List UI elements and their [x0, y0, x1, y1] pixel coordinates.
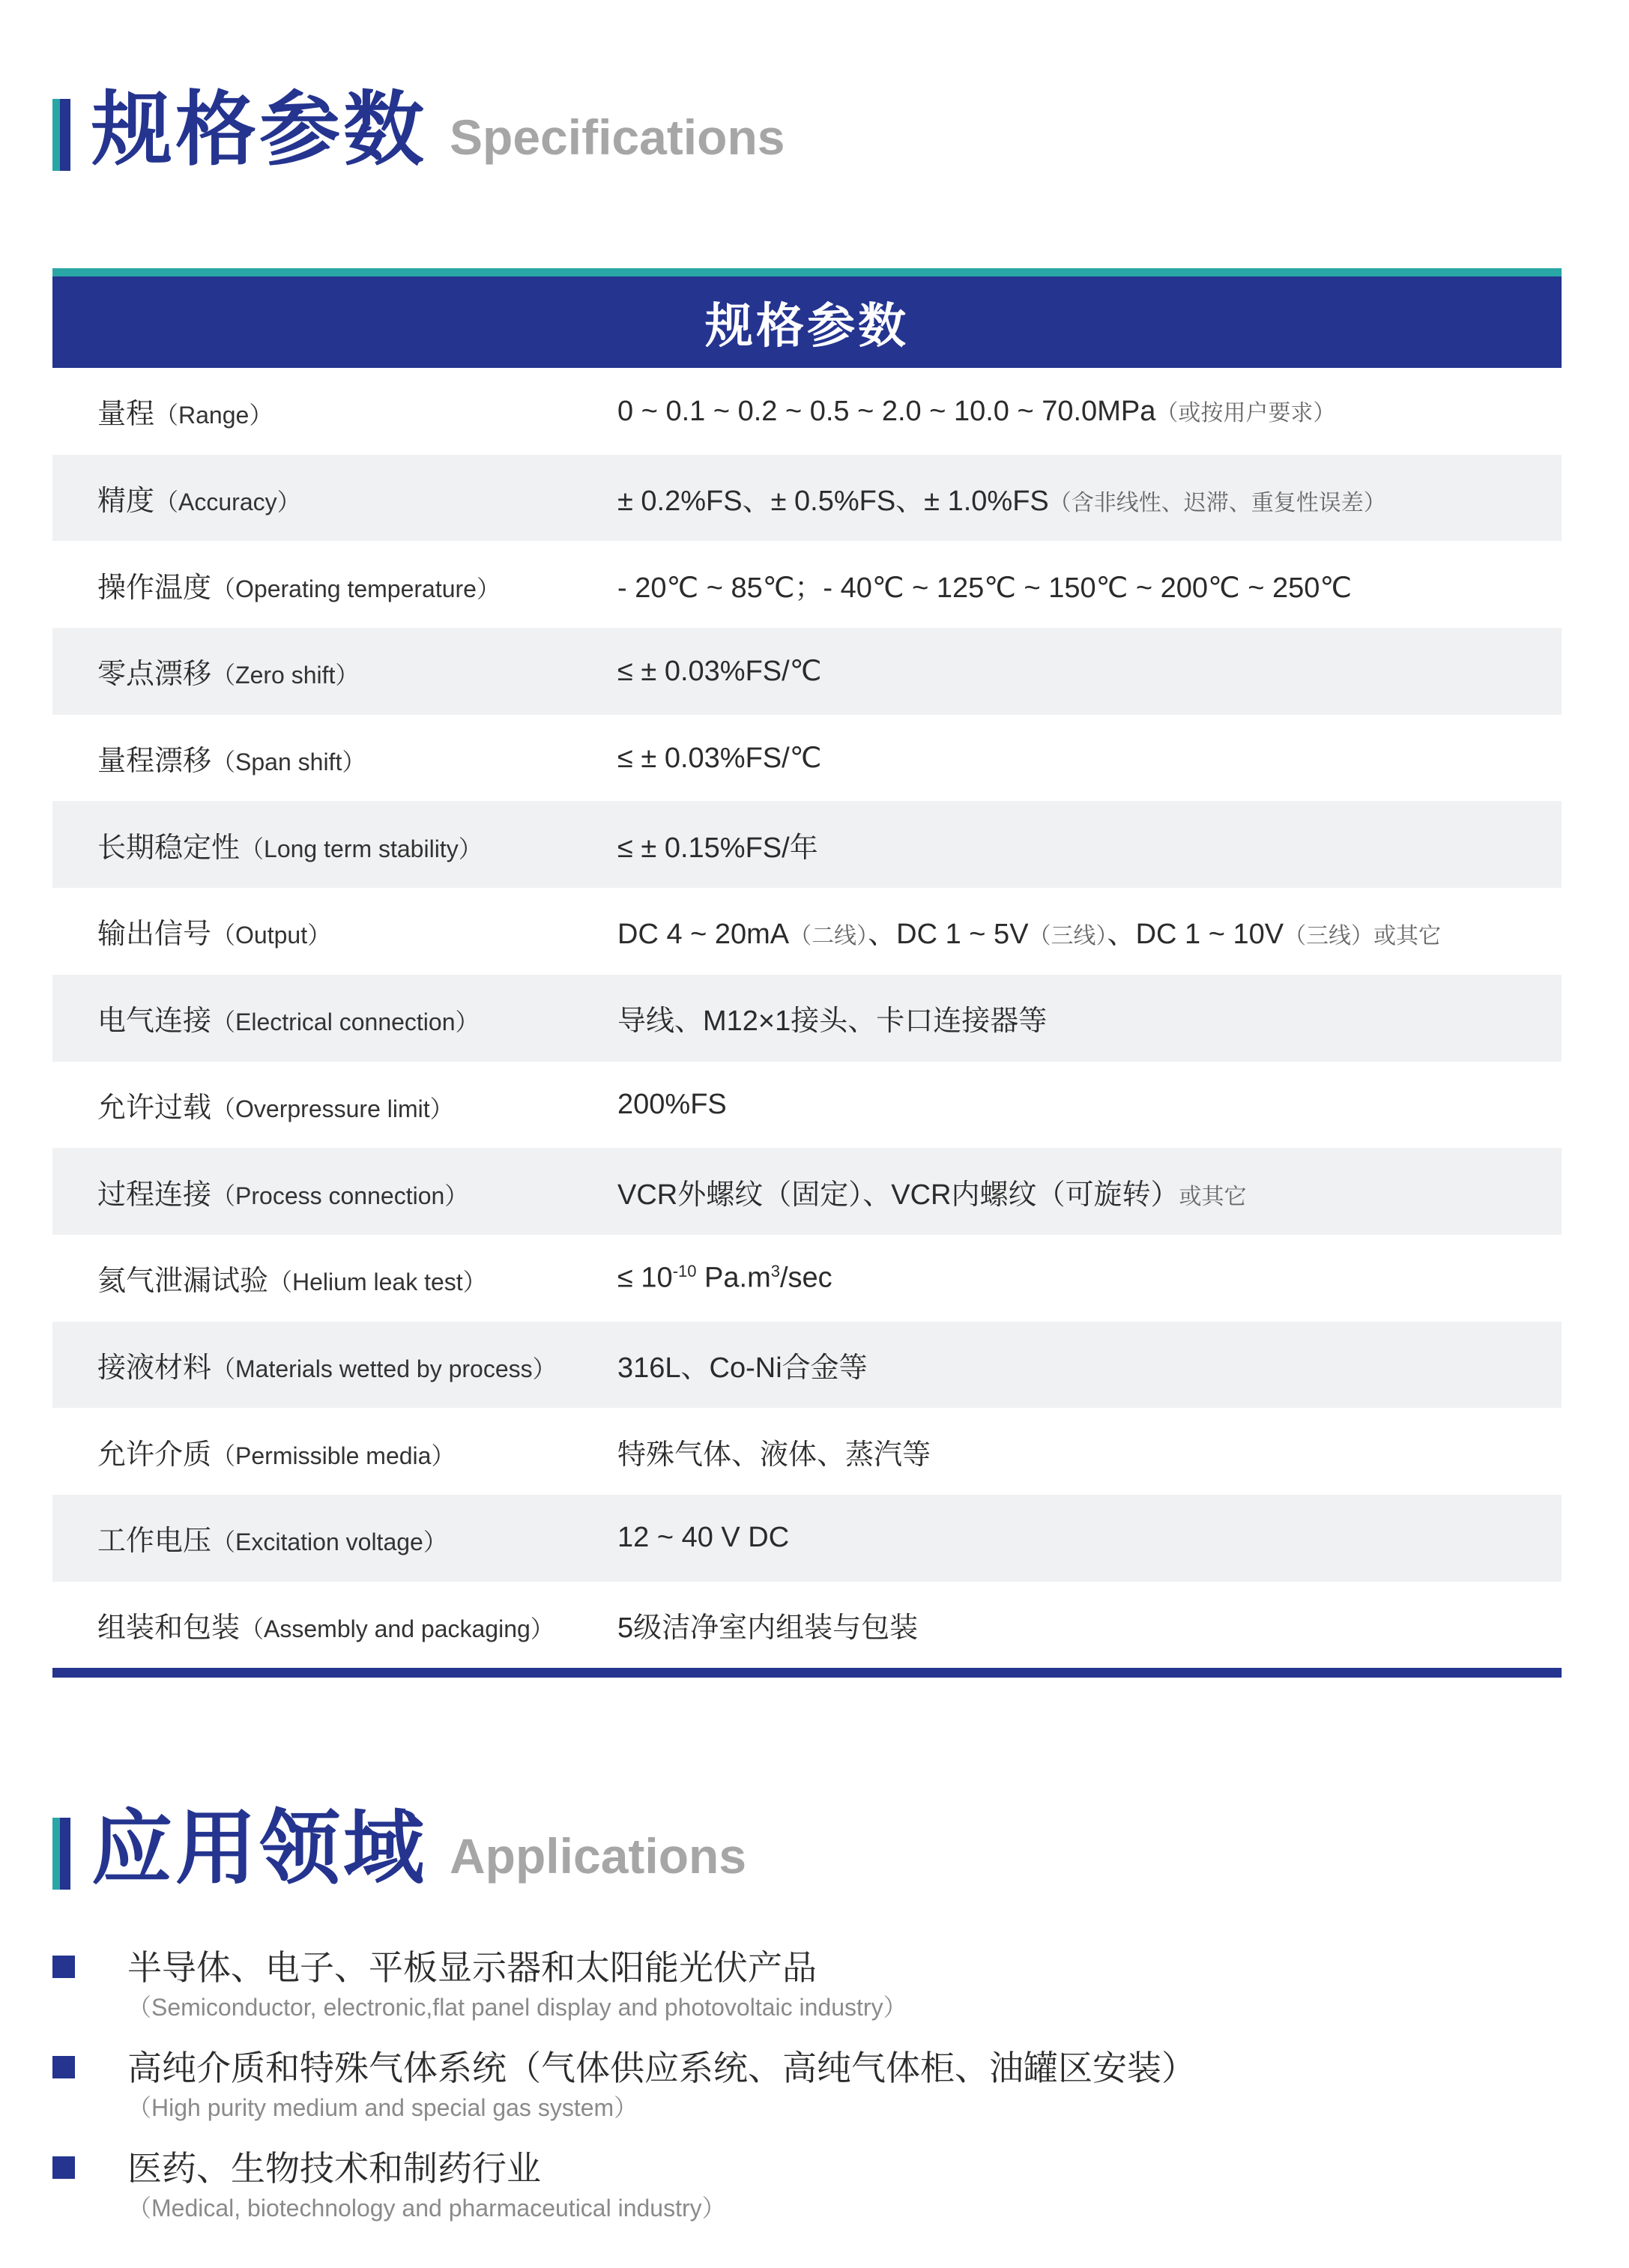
app-title-cn: 高纯介质和特殊气体系统（气体供应系统、高纯气体柜、油罐区安装） [127, 2048, 1196, 2087]
applications-list [52, 1941, 1562, 2242]
row-label: 允许过载（Overpressure limit） [97, 1092, 454, 1124]
table-row [52, 1322, 1562, 1409]
table-row [52, 628, 1562, 715]
table-row [52, 368, 1562, 455]
row-value: - 20℃ ~ 85℃；- 40℃ ~ 125℃ ~ 150℃ ~ 200℃ ~ 250℃ [617, 572, 1353, 604]
row-value: DC 4 ~ 20mA（二线）、DC 1 ~ 5V（三线）、DC 1 ~ 10V（三线）或其它 [617, 919, 1442, 951]
table-row [52, 541, 1562, 628]
row-label: 组装和包装（Assembly and packaging） [97, 1612, 554, 1644]
table-row [52, 975, 1562, 1062]
app-title-cn: 半导体、电子、平板显示器和太阳能光伏产品 [127, 1948, 817, 1987]
list-item [52, 2141, 1562, 2242]
row-value: 316L、Co-Ni合金等 [617, 1352, 868, 1384]
row-value: 12 ~ 40 V DC [617, 1522, 790, 1554]
table-row [52, 801, 1562, 888]
table-row [52, 1062, 1562, 1149]
app-title-cn: 医药、生物技术和制药行业 [127, 2149, 541, 2188]
row-value: ≤ ± 0.15%FS/年 [617, 832, 818, 864]
table-row [52, 888, 1562, 975]
row-value: 特殊气体、液体、蒸汽等 [617, 1439, 931, 1471]
app-title-en: （Medical, biotechnology and pharmaceutical industry） [127, 2195, 726, 2222]
row-label: 量程（Range） [97, 399, 273, 431]
square-bullet-icon [52, 2056, 75, 2078]
heading-title-cn: 应用领域 [91, 1803, 428, 1893]
spec-table [52, 268, 1562, 1678]
specifications-heading [52, 84, 785, 175]
table-row [52, 1235, 1562, 1322]
row-label: 零点漂移（Zero shift） [97, 659, 360, 691]
row-value: 5级洁净室内组装与包装 [617, 1612, 919, 1644]
table-row [52, 455, 1562, 542]
table-row [52, 1582, 1562, 1669]
table-row [52, 1495, 1562, 1582]
app-title-en: （High purity medium and special gas system） [127, 2094, 638, 2121]
row-label: 过程连接（Process connection） [97, 1179, 469, 1211]
row-value: 200%FS [617, 1088, 727, 1120]
table-row [52, 715, 1562, 802]
table-bottom-rule [52, 1668, 1562, 1678]
heading-title-cn: 规格参数 [91, 84, 428, 175]
row-value: 导线、M12×1接头、卡口连接器等 [617, 1006, 1048, 1038]
row-value: VCR外螺纹（固定）、VCR内螺纹（可旋转）或其它 [617, 1179, 1247, 1211]
table-top-rule [52, 268, 1562, 276]
row-label: 允许介质（Permissible media） [97, 1439, 456, 1471]
heading-title-en: Specifications [450, 109, 785, 165]
row-label: 操作温度（Operating temperature） [97, 572, 501, 604]
list-item [52, 1941, 1562, 2041]
square-bullet-icon [52, 2156, 75, 2179]
table-row [52, 1408, 1562, 1495]
row-label: 量程漂移（Span shift） [97, 746, 366, 778]
square-bullet-icon [52, 1956, 75, 1978]
table-header: 规格参数 [52, 276, 1562, 368]
row-value: ≤ $10^{-10}$ $Pa.m^3/\sec$ [617, 1261, 832, 1294]
row-label: 电气连接（Electrical connection） [97, 1006, 480, 1038]
heading-title-en: Applications [450, 1828, 747, 1884]
row-label: 长期稳定性（Long term stability） [97, 832, 483, 864]
heading-accent-bar [52, 1818, 70, 1890]
row-value: ≤ ± 0.03%FS/℃ [617, 656, 822, 688]
row-label: 工作电压（Excitation voltage） [97, 1525, 447, 1558]
app-title-en: （Semiconductor, electronic,flat panel display and photovoltaic industry） [127, 1994, 907, 2021]
table-body [52, 368, 1562, 1668]
table-row [52, 1148, 1562, 1235]
row-label: 精度（Accuracy） [97, 486, 301, 518]
applications-heading [52, 1803, 747, 1893]
row-value: ≤ ± 0.03%FS/℃ [617, 743, 822, 775]
heading-accent-bar [52, 99, 70, 171]
list-item [52, 2041, 1562, 2141]
row-label: 氦气泄漏试验（Helium leak test） [97, 1265, 487, 1298]
row-label: 接液材料（Materials wetted by process） [97, 1352, 557, 1384]
row-value: ± 0.2%FS、± 0.5%FS、± 1.0%FS（含非线性、迟滞、重复性误差） [617, 486, 1386, 518]
row-label: 输出信号（Output） [97, 919, 332, 951]
row-value: 0 ~ 0.1 ~ 0.2 ~ 0.5 ~ 2.0 ~ 10.0 ~ 70.0MPa（或按用户要求） [617, 396, 1336, 428]
